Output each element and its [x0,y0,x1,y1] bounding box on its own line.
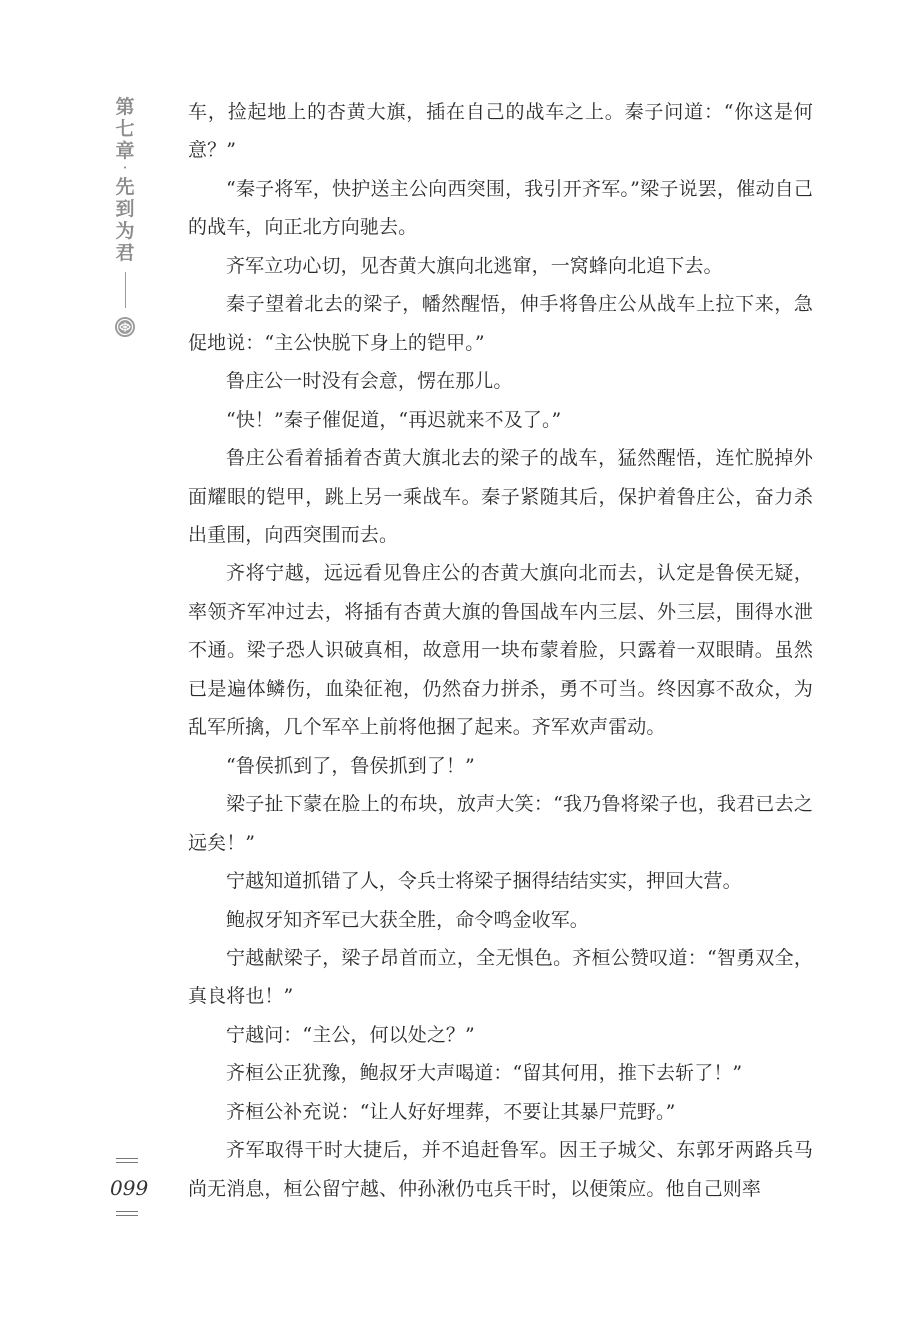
paragraph: 宁越献梁子，梁子昂首而立，全无惧色。齐桓公赞叹道：“智勇双全，真良将也！” [188,946,813,1008]
paragraph: 齐军立功心切，见杏黄大旗向北逃窜，一窝蜂向北追下去。 [226,254,723,277]
paragraph: “快！”秦子催促道，“再迟就来不及了。” [226,408,562,431]
chapter-emblem-icon [114,316,136,338]
chapter-title-vertical [114,96,136,338]
paragraph: 宁越问：“主公，何以处之？” [226,1023,475,1046]
paragraph: 鲁庄公看着插着杏黄大旗北去的梁子的战车，猛然醒悟，连忙脱掉外面耀眼的铠甲，跳上另一乘战车。秦子紧随其后，保护着鲁庄公，奋力杀出重围，向西突围而去。 [188,447,813,546]
page-number-rule-bottom [116,1211,138,1216]
chapter-char: 君 [115,242,135,264]
chapter-char: 七 [115,118,135,140]
paragraph: 宁越知道抓错了人，令兵士将梁子捆得结结实实，押回大营。 [226,870,742,893]
paragraph: 秦子望着北去的梁子，幡然醒悟，伸手将鲁庄公从战车上拉下来，急促地说：“主公快脱下身上的铠甲。” [188,293,813,354]
paragraph: 齐军取得干时大捷后，并不追赶鲁军。因王子城父、东郭牙两路兵马尚无消息，桓公留宁越、仲孙湫仍屯兵干时，以便策应。他自己则率 [188,1139,813,1200]
chapter-char: 第 [115,96,135,118]
page-number-block [110,1158,149,1216]
chapter-separator-dot: · [122,158,128,177]
chapter-char: 先 [115,176,135,198]
chapter-char: 到 [115,198,135,220]
chapter-char: 为 [115,220,135,242]
paragraph: 鲁庄公一时没有会意，愣在那儿。 [226,370,513,393]
paragraph: “秦子将军，快护送主公向西突围，我引开齐军。”梁子说罢，催动自己的战车，向正北方向驰去。 [188,177,813,239]
body-text [188,93,813,1208]
paragraph: 齐将宁越，远远看见鲁庄公的杏黄大旗向北而去，认定是鲁侯无疑，率领齐军冲过去，将插有杏黄大旗的鲁国战车内三层、外三层，围得水泄不通。梁子恐人识破真相，故意用一块布蒙着脸，只露着一双眼睛。虽然已是遍体鳞伤，血染征袍，仍然奋力拼杀，勇不可当。终因寡不敌众，为乱军所擒，几个军卒上前将他捆了起来。齐军欢声雷动。 [188,562,813,739]
paragraph: “鲁侯抓到了，鲁侯抓到了！” [226,754,475,777]
chapter-divider-line [125,272,126,308]
paragraph: 鲍叔牙知齐军已大获全胜，命令鸣金收军。 [226,908,589,931]
paragraph: 梁子扯下蒙在脸上的布块，放声大笑：“我乃鲁将梁子也，我君已去之远矣！” [188,793,813,854]
page-number: 099 [110,1176,149,1200]
paragraph: 齐桓公补充说：“让人好好埋葬，不要让其暴尸荒野。” [226,1100,676,1123]
paragraph: 车，捡起地上的杏黄大旗，插在自己的战车之上。秦子问道：“你这是何意？” [188,101,813,162]
page-number-rule-top [116,1158,138,1163]
paragraph: 齐桓公正犹豫，鲍叔牙大声喝道：“留其何用，推下去斩了！” [226,1062,743,1085]
chapter-char: 章 [115,140,135,162]
